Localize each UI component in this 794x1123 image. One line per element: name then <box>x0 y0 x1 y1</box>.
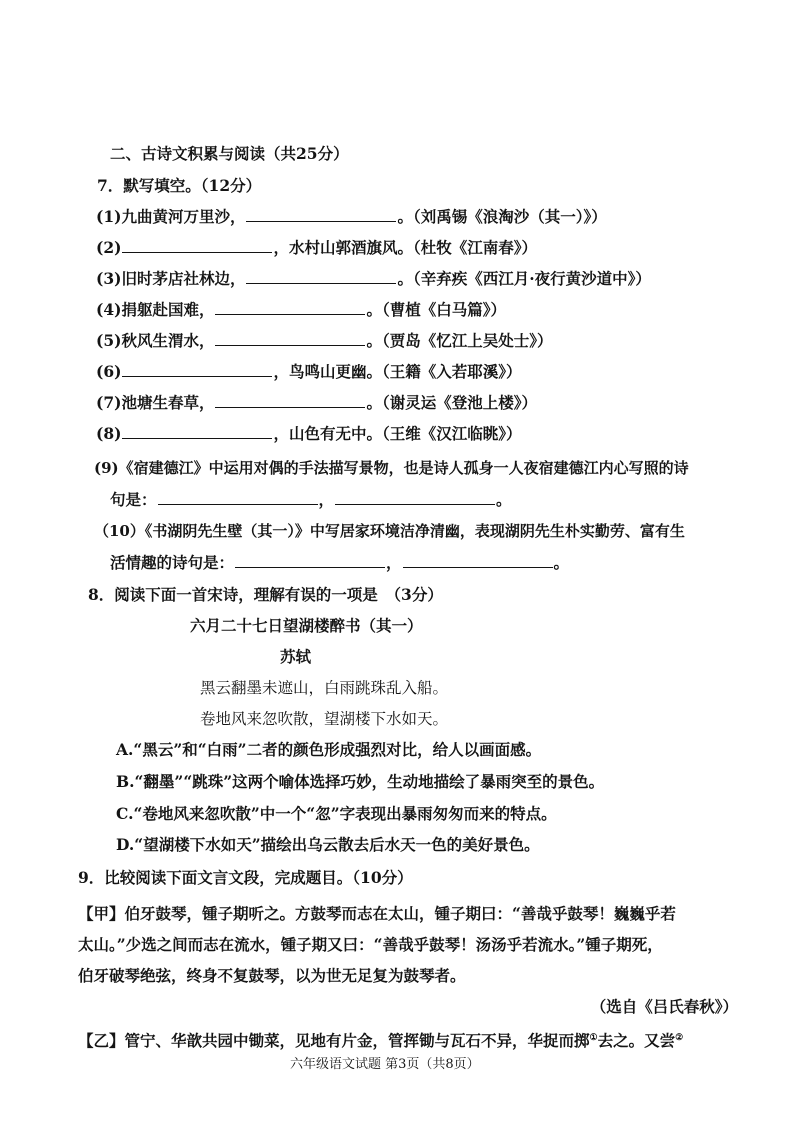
passage-jia-line-1: 【甲】伯牙鼓琴，锺子期听之。方鼓琴而志在太山，锺子期曰：“善哉乎鼓琴！巍巍乎若 <box>78 904 676 923</box>
q7-item-10-line2: 活情趣的诗句是： ， 。 <box>110 553 570 572</box>
answer-blank[interactable] <box>158 490 318 505</box>
answer-blank[interactable] <box>403 553 553 568</box>
q7-item-3: (3)旧时茅店社林边， 。（辛弃疾《西江月·夜行黄沙道中》） <box>96 269 651 288</box>
q7-item-9-line2: 句是： ， 。 <box>110 490 512 509</box>
poem-line-2: 卷地风来忽吹散，望湖楼下水如天。 <box>200 710 449 728</box>
poem-title: 六月二十七日望湖楼醉书（其一） <box>190 616 423 635</box>
answer-blank[interactable] <box>122 362 272 377</box>
q7-item-6: (6) ，鸟鸣山更幽。（王籍《入若耶溪》） <box>96 362 522 381</box>
q7-item-5: (5)秋风生渭水， 。（贾岛《忆江上吴处士》） <box>96 331 553 350</box>
poem-line-1: 黑云翻墨未遮山，白雨跳珠乱入船。 <box>200 679 449 697</box>
answer-blank[interactable] <box>235 553 385 568</box>
q9-heading: 9．比较阅读下面文言文段，完成题目。（10分） <box>78 868 413 887</box>
answer-blank[interactable] <box>215 300 365 315</box>
footnote-marker: ② <box>675 1032 684 1043</box>
q7-item-2: (2) ，水村山郭酒旗风。（杜牧《江南春》） <box>96 238 537 257</box>
q8-heading: 8．阅读下面一首宋诗，理解有误的一项是 （3分） <box>88 585 443 604</box>
poem-author: 苏轼 <box>280 647 312 666</box>
answer-blank[interactable] <box>215 393 365 408</box>
q7-item-9-line1: (9)《宿建德江》中运用对偶的手法描写景物，也是诗人孤身一人夜宿建德江内心写照的诗 <box>94 459 689 477</box>
q7-heading: 7．默写填空。（12分） <box>97 176 262 195</box>
answer-blank[interactable] <box>335 490 495 505</box>
q8-option-c: C.“卷地风来忽吹散”中一个“忽”字表现出暴雨匆匆而来的特点。 <box>116 804 557 823</box>
q8-option-a: A.“黑云”和“白雨”二者的颜色形成强烈对比，给人以画面感。 <box>116 740 542 759</box>
answer-blank[interactable] <box>122 424 272 439</box>
q7-item-7: (7)池塘生春草， 。（谢灵运《登池上楼》） <box>96 393 537 412</box>
answer-blank[interactable] <box>122 238 272 253</box>
footnote-marker: ① <box>589 1032 598 1043</box>
passage-jia-line-3: 伯牙破琴绝弦，终身不复鼓琴，以为世无足复为鼓琴者。 <box>78 966 466 985</box>
section-title: 二、古诗文积累与阅读（共25分） <box>110 144 349 163</box>
passage-source: （选自《吕氏春秋》） <box>590 997 738 1016</box>
answer-blank[interactable] <box>246 269 396 284</box>
q8-option-d: D.“望湖楼下水如天”描绘出乌云散去后水天一色的美好景色。 <box>116 835 540 854</box>
q7-item-1: (1)九曲黄河万里沙， 。（刘禹锡《浪淘沙（其一）》） <box>96 207 607 226</box>
q7-item-10-line1: （10）《书湖阴先生壁（其一）》中写居家环境洁净清幽，表现湖阴先生朴实勤劳、富有生 <box>94 522 685 540</box>
q8-option-b: B.“翻墨”“跳珠”这两个喻体选择巧妙，生动地描绘了暴雨突至的景色。 <box>116 772 605 791</box>
answer-blank[interactable] <box>246 207 396 222</box>
q7-item-8: (8) ，山色有无中。（王维《汉江临眺》） <box>96 424 522 443</box>
passage-jia-line-2: 太山。”少选之间而志在流水，锺子期又曰：“善哉乎鼓琴！汤汤乎若流水。”锺子期死， <box>78 935 663 954</box>
q7-item-4: (4)捐躯赴国难， 。（曹植《白马篇》） <box>96 300 506 319</box>
page-footer: 六年级语文试题 第3页（共8页） <box>290 1057 480 1072</box>
answer-blank[interactable] <box>215 331 365 346</box>
passage-yi-line-1: 【乙】管宁、华歆共园中锄菜，见地有片金，管挥锄与瓦石不异，华捉而掷①去之。又尝② <box>78 1031 684 1050</box>
